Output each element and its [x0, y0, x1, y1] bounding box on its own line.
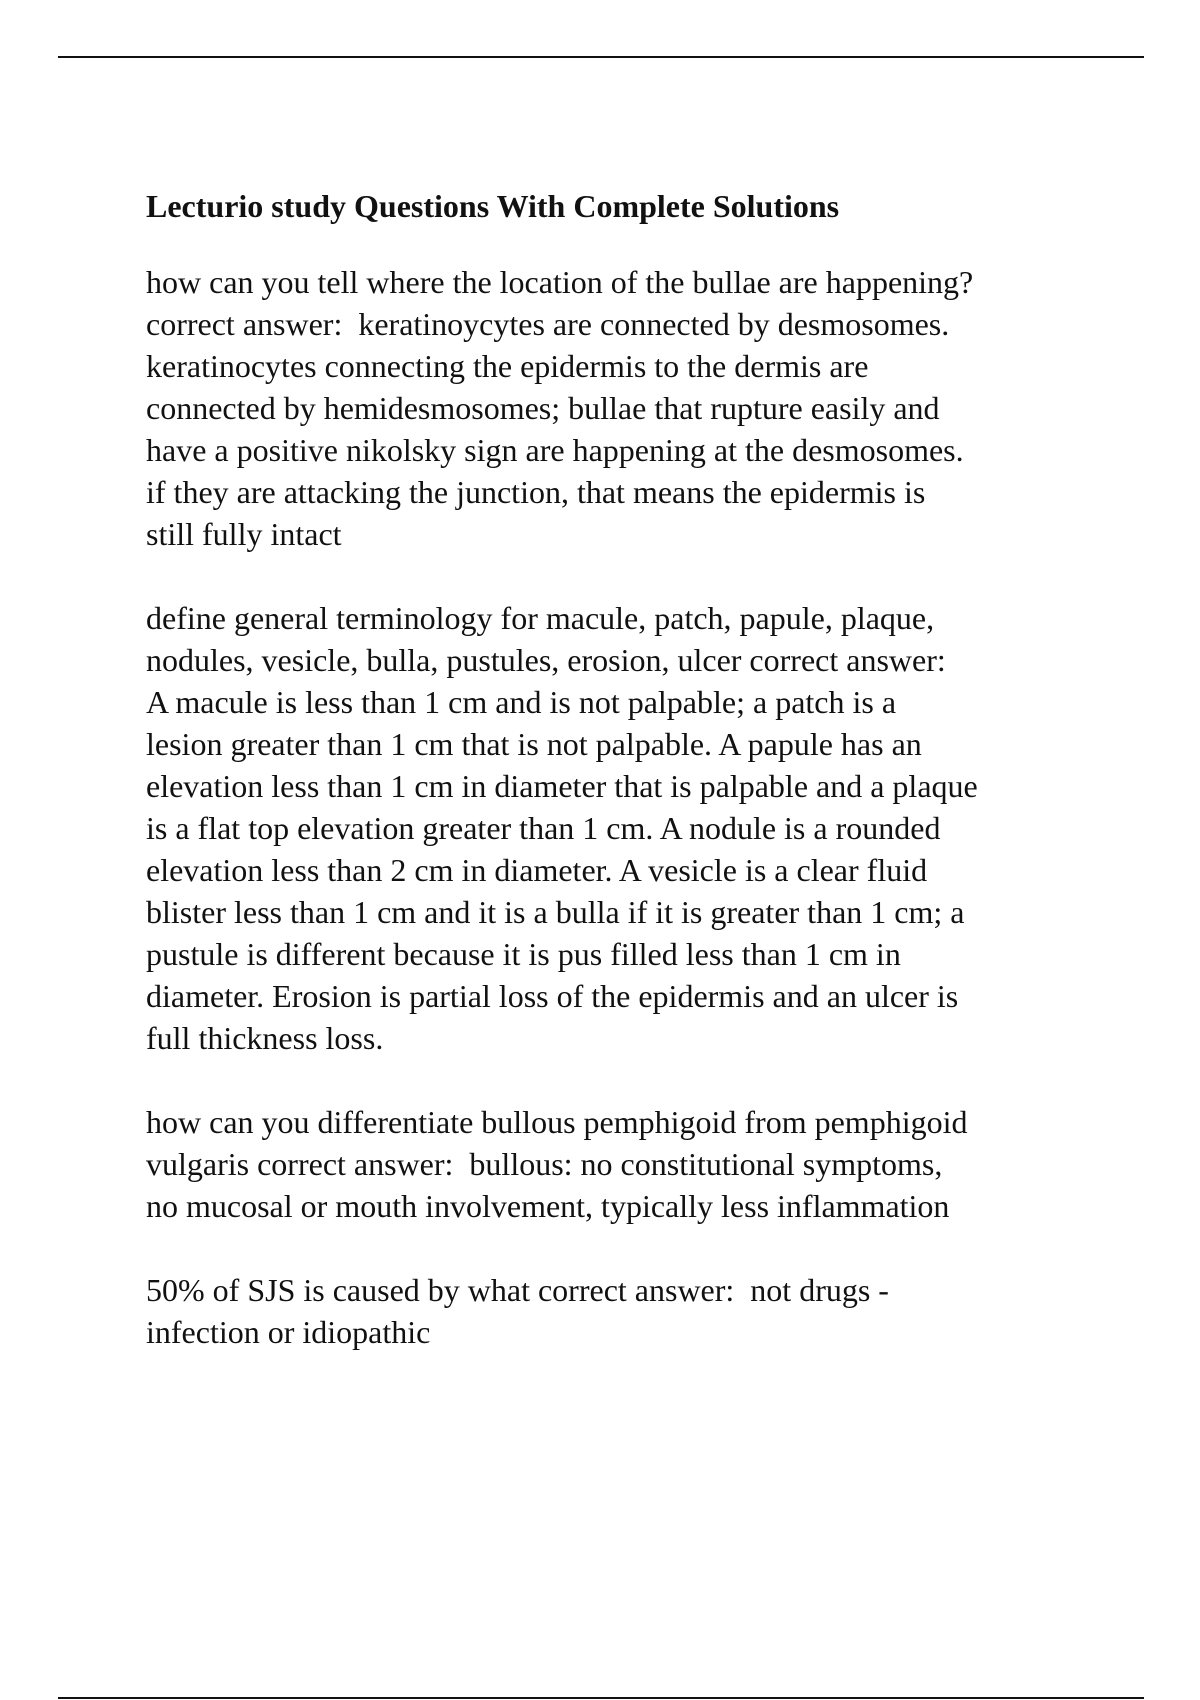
- text-line: have a positive nikolsky sign are happening at the desmosomes.: [146, 432, 964, 468]
- text-line: keratinocytes connecting the epidermis to the dermis are: [146, 348, 869, 384]
- text-line: how can you tell where the location of the bullae are happening?: [146, 264, 974, 300]
- text-line: nodules, vesicle, bulla, pustules, erosion, ulcer correct answer:: [146, 642, 946, 678]
- text-line: lesion greater than 1 cm that is not palpable. A papule has an: [146, 726, 922, 762]
- text-line: is a flat top elevation greater than 1 cm. A nodule is a rounded: [146, 810, 941, 846]
- text-line: diameter. Erosion is partial loss of the epidermis and an ulcer is: [146, 978, 959, 1014]
- document-body: [146, 185, 1106, 1395]
- text-line: define general terminology for macule, patch, papule, plaque,: [146, 600, 935, 636]
- text-line: still fully intact: [146, 516, 342, 552]
- qa-entry-1: [146, 261, 1106, 555]
- document-title: Lecturio study Questions With Complete Solutions: [146, 188, 840, 224]
- text-line: infection or idiopathic: [146, 1314, 431, 1350]
- header-rule: [58, 56, 1144, 58]
- text-line: elevation less than 1 cm in diameter that is palpable and a plaque: [146, 768, 978, 804]
- text-line: how can you differentiate bullous pemphigoid from pemphigoid: [146, 1104, 968, 1140]
- text-line: A macule is less than 1 cm and is not palpable; a patch is a: [146, 684, 897, 720]
- text-line: full thickness loss.: [146, 1020, 384, 1056]
- text-line: connected by hemidesmosomes; bullae that rupture easily and: [146, 390, 940, 426]
- qa-entry-4: [146, 1269, 1106, 1353]
- text-line: if they are attacking the junction, that means the epidermis is: [146, 474, 926, 510]
- qa-entry-2: [146, 597, 1106, 1059]
- text-line: 50% of SJS is caused by what correct answer: not drugs -: [146, 1272, 889, 1308]
- qa-entry-3: [146, 1101, 1106, 1227]
- text-line: blister less than 1 cm and it is a bulla if it is greater than 1 cm; a: [146, 894, 965, 930]
- footer-rule: [58, 1697, 1144, 1699]
- text-line: pustule is different because it is pus filled less than 1 cm in: [146, 936, 901, 972]
- text-line: correct answer: keratinoycytes are connected by desmosomes.: [146, 306, 950, 342]
- text-line: no mucosal or mouth involvement, typically less inflammation: [146, 1188, 950, 1224]
- text-line: vulgaris correct answer: bullous: no constitutional symptoms,: [146, 1146, 943, 1182]
- text-line: elevation less than 2 cm in diameter. A vesicle is a clear fluid: [146, 852, 928, 888]
